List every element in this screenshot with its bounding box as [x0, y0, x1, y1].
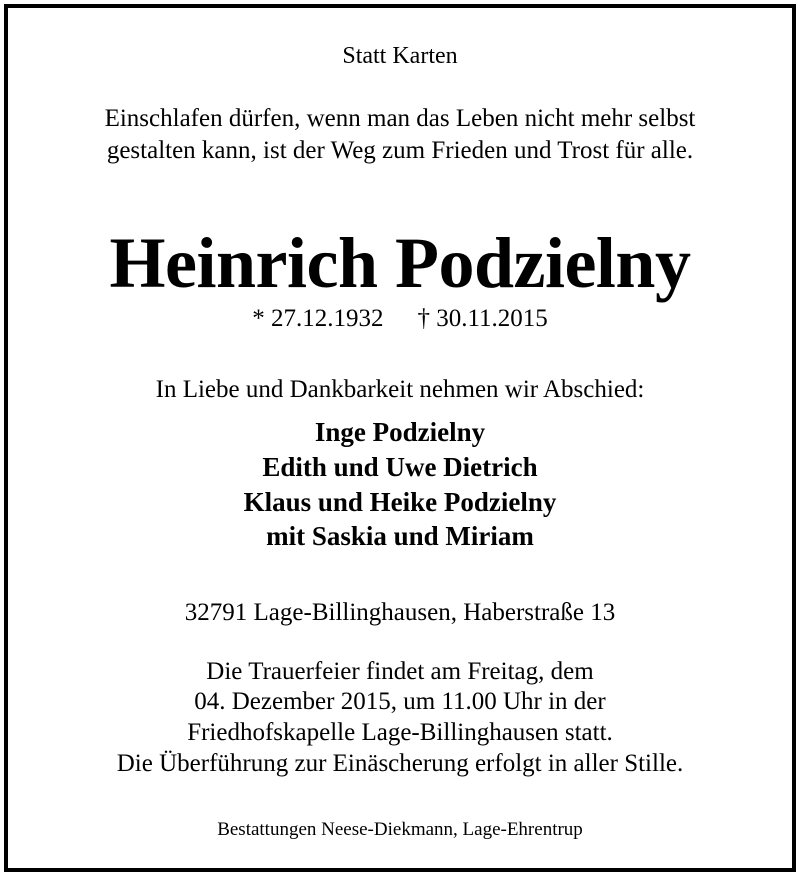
- life-dates: [8, 306, 792, 331]
- service-line-1: Die Trauerfeier findet am Freitag, dem: [206, 658, 594, 685]
- quote-line-1: Einschlafen dürfen, wenn man das Leben nicht mehr selbst: [104, 105, 696, 132]
- deceased-name: Heinrich Podzielny: [109, 223, 691, 303]
- intro-text: Statt Karten: [342, 43, 458, 69]
- death-date: † 30.11.2015: [417, 305, 548, 332]
- service-line-4: Die Überführung zur Einäscherung erfolgt in aller Stille.: [116, 750, 684, 777]
- family-address: 32791 Lage-Billinghausen, Haberstraße 13: [184, 599, 616, 626]
- birth-date: * 27.12.1932: [252, 305, 384, 332]
- family-member-2: Edith und Uwe Dietrich: [262, 452, 538, 482]
- farewell-lead: In Liebe und Dankbarkeit nehmen wir Abschied:: [155, 376, 645, 403]
- family-member-3: Klaus und Heike Podzielny: [243, 487, 557, 517]
- family-member-4: mit Saskia und Miriam: [266, 521, 534, 551]
- quote-line-2: gestalten kann, ist der Weg zum Frieden und Trost für alle.: [106, 137, 694, 164]
- service-line-3: Friedhofskapelle Lage-Billinghausen statt.: [187, 719, 613, 746]
- undertaker-credit: Bestattungen Neese-Diekmann, Lage-Ehrentrup: [217, 819, 583, 840]
- family-member-1: Inge Podzielny: [314, 417, 486, 447]
- service-line-2: 04. Dezember 2015, um 11.00 Uhr in der: [194, 688, 606, 715]
- obituary-notice: [4, 4, 796, 872]
